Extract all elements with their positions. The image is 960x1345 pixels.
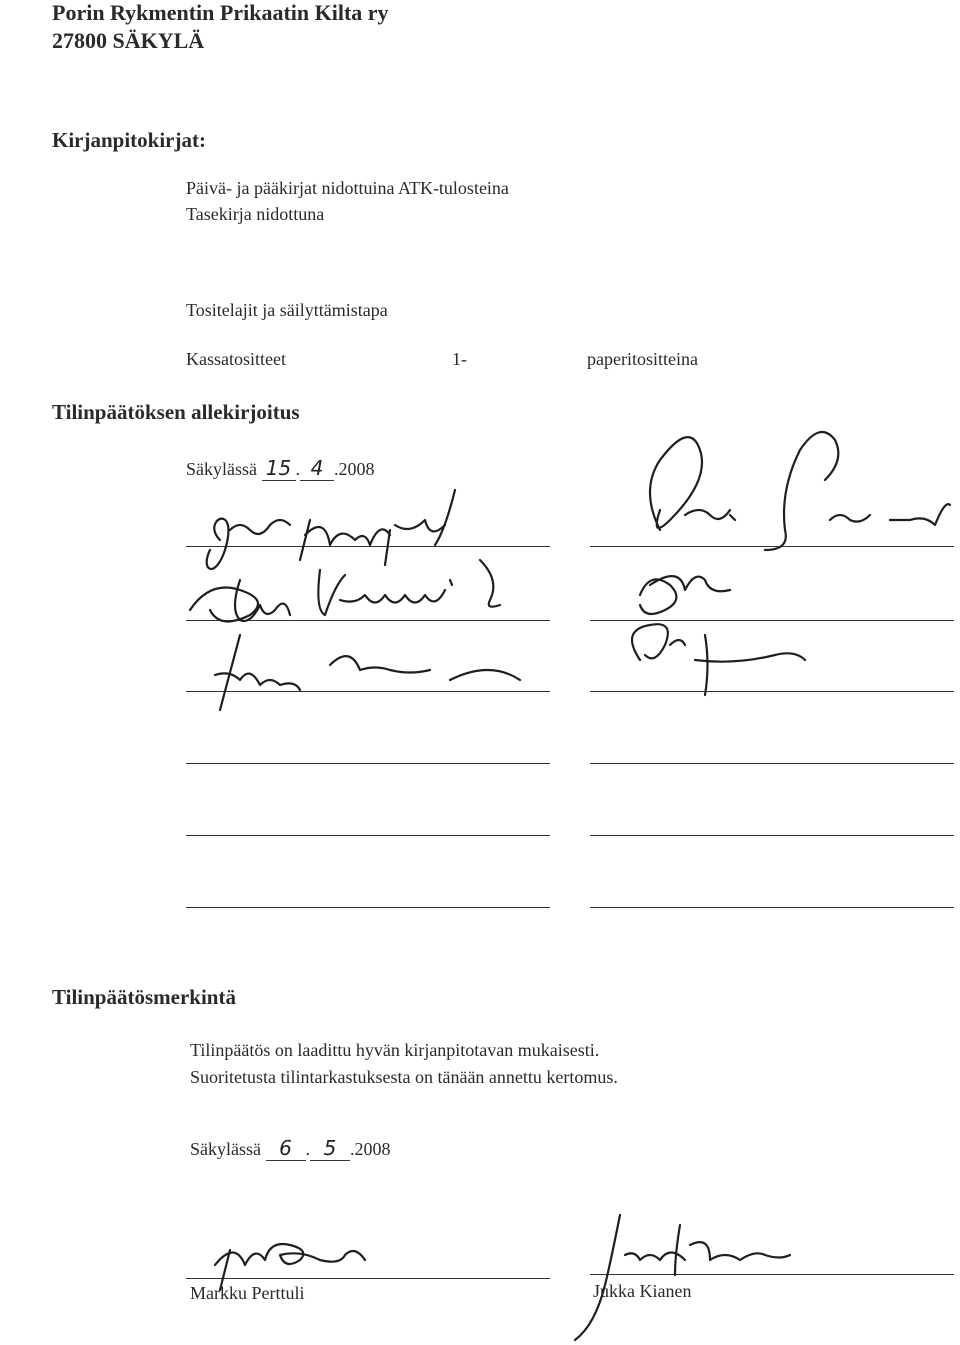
bookkeeping-heading: Kirjanpitokirjat: [52,128,206,152]
voucher-heading: Tositelajit ja säilyttämistapa [186,300,388,320]
audit-year: .2008 [350,1139,391,1159]
signing-place: Säkylässä [186,459,257,479]
signature-line [590,907,954,908]
auditor-name-2: Jukka Kianen [593,1281,692,1301]
signing-year: .2008 [334,459,375,479]
handwritten-signatures-left [180,480,560,720]
signing-heading: Tilinpäätöksen allekirjoitus [52,400,300,424]
voucher-storage: paperitositteina [587,349,698,369]
signature-line [590,763,954,764]
handwritten-signatures-right [600,420,960,720]
audit-month: 5 [310,1136,350,1161]
signature-line [186,763,550,764]
audit-place: Säkylässä [190,1139,261,1159]
audit-heading: Tilinpäätösmerkintä [52,985,236,1009]
voucher-range: 1- [452,349,467,369]
signature-line [590,835,954,836]
organization-name: Porin Rykmentin Prikaatin Kilta ry [52,0,389,25]
auditor-name-1: Markku Perttuli [190,1283,305,1303]
bookkeeping-line-2: Tasekirja nidottuna [186,204,325,224]
signature-line [186,907,550,908]
signing-month: 4 [300,456,334,481]
bookkeeping-line-1: Päivä- ja pääkirjat nidottuina ATK-tulosteina [186,178,509,198]
organization-address: 27800 SÄKYLÄ [52,28,205,53]
auditor-signature-2 [560,1205,820,1345]
audit-day: 6 [266,1136,306,1161]
audit-line-1: Tilinpäätös on laadittu hyvän kirjanpitotavan mukaisesti. [190,1040,600,1060]
auditor-signature-1 [200,1220,400,1290]
audit-date: Säkylässä 6 . 5 .2008 [190,1136,391,1160]
audit-line-2: Suoritetusta tilintarkastuksesta on tänään annettu kertomus. [190,1067,618,1087]
voucher-type: Kassatositteet [186,349,286,369]
signing-date: Säkylässä 15 . 4 .2008 [186,456,375,480]
signing-day: 15 [262,456,296,481]
signature-line [186,835,550,836]
